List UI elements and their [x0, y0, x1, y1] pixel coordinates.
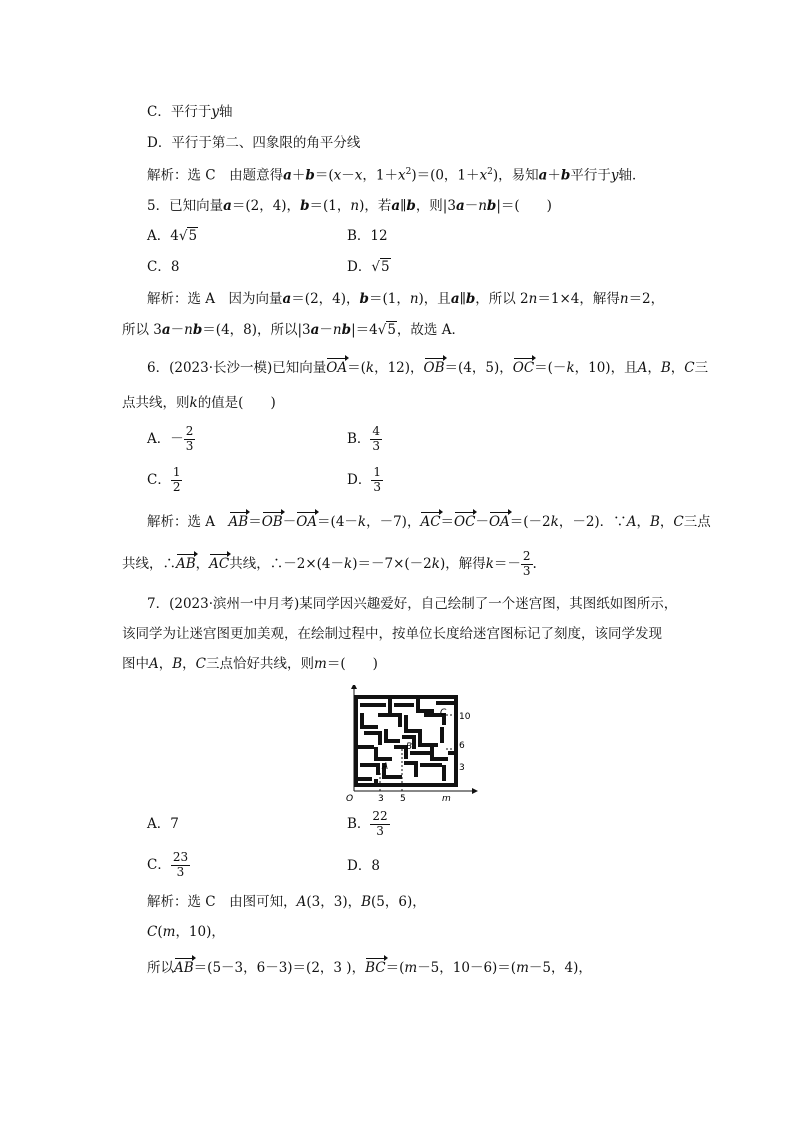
tick-y-10: 10 — [459, 712, 471, 722]
point-b: B — [406, 742, 413, 752]
solution-q5-line2: 所以 3a－nb＝(4，8)，所以|3a－nb|＝4√5，故选 A． — [122, 322, 465, 338]
question-5: 5．已知向量a＝(2，4)，b＝(1，n)，若a∥b，则|3a－nb|＝( ) — [147, 198, 552, 214]
question-7-line1: 7．(2023·滨州一中月考)某同学因兴趣爱好，自己绘制了一个迷宫图，其图纸如图所示， — [147, 596, 678, 612]
solution-q6-line2: 共线，∴AB，AC共线，∴－2×(4－k)＝－7×(－2k)，解得k＝－ $\frac{2}{3}$ . — [122, 549, 537, 578]
q7-option-c: C． $\frac{23}{3}$ — [147, 850, 189, 879]
q5-option-b: B．12 — [347, 228, 388, 244]
q5-option-c: C．8 — [147, 259, 180, 275]
solution-q5-line1: 解析：选 A 因为向量a＝(2，4)，b＝(1，n)，且a∥b，所以 2n＝1×4，解得n＝2， — [147, 291, 665, 307]
question-6-line2: 点共线，则k的值是( ) — [122, 395, 276, 411]
q5-option-d: D．√5 — [347, 259, 390, 275]
solution-q4: 解析：选 C 由题意得a＋b＝(x－x，$1+x^2)=(0$，$1+x^2$)，易知a＋b平行于y轴． — [147, 167, 646, 184]
tick-x-m: m — [442, 794, 451, 804]
q5-option-a: A．4√5 — [147, 228, 198, 244]
question-6-line1: 6．(2023·长沙一模)已知向量OA＝(k，12)，OB＝(4，5)，OC＝(－k，10)，且A，B，C三 — [147, 360, 709, 376]
maze-figure — [340, 685, 480, 805]
tick-x-3: 3 — [378, 794, 384, 804]
solution-q7-line2: C(m，10)， — [147, 924, 225, 940]
point-c: C — [440, 708, 447, 718]
solution-q7-line1: 解析：选 C 由图可知，A(3，3)，B(5，6)， — [147, 894, 426, 910]
q6-option-a: A．－ $\frac{2}{3}$ — [147, 424, 194, 453]
option-d: D．平行于第二、四象限的角平分线 — [147, 135, 361, 151]
question-7-line2: 该同学为让迷宫图更加美观，在绘制过程中，按单位长度给迷宫图标记了刻度，该同学发现 — [122, 626, 662, 642]
tick-x-5: 5 — [400, 794, 406, 804]
q6-option-b: B． $\frac{4}{3}$ — [347, 424, 381, 453]
q7-option-b: B． $\frac{22}{3}$ — [347, 809, 388, 838]
q7-option-a: A．7 — [147, 816, 179, 832]
x-axis-arrow — [472, 788, 478, 794]
question-7-line3: 图中A，B，C三点恰好共线，则m＝( ) — [122, 656, 378, 672]
point-a: A — [382, 762, 389, 772]
q6-option-c: C． $\frac{1}{2}$ — [147, 465, 181, 494]
q7-option-d: D．8 — [347, 858, 380, 874]
solution-q6-line1: 解析：选 A AB＝OB－OA＝(4－k，－7)，AC＝OC－OA＝(－2k，－2)．∵A，B，C三点 — [147, 514, 711, 530]
tick-y-6: 6 — [459, 741, 465, 751]
q6-option-d: D． $\frac{1}{3}$ — [347, 465, 381, 494]
solution-q7-line3: 所以AB＝(5－3，6－3)＝(2，3 )，BC＝(m－5，10－6)＝(m－5，4)， — [147, 960, 592, 976]
y-axis-arrow — [351, 685, 357, 689]
option-c: C．平行于y轴 — [147, 104, 233, 120]
tick-y-3: 3 — [459, 763, 465, 773]
label-origin: O — [346, 794, 354, 804]
